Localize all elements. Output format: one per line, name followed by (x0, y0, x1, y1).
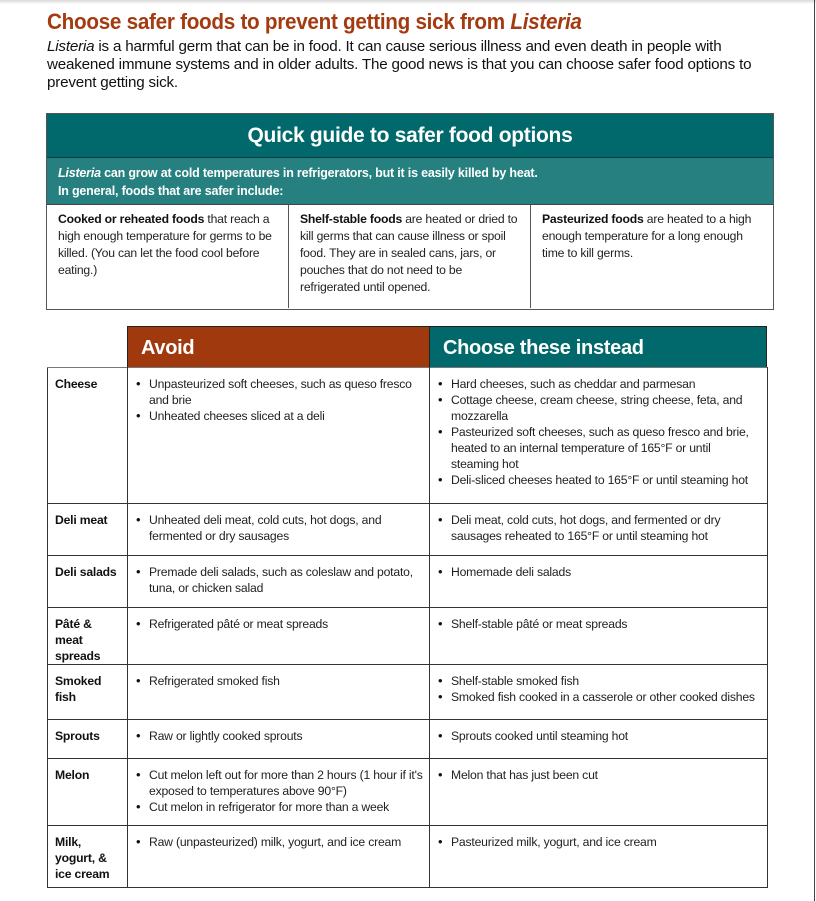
avoid-list-item: • Unheated cheeses sliced at a deli (134, 408, 423, 424)
intro-text: is a harmful germ that can be in food. It can cause serious illness and even death in people with weakened immune systems and in older adults. The good news is that you can choose safer food options to prevent getting sick. (47, 38, 752, 91)
intro-italic: Listeria (47, 38, 95, 55)
guide-column-text: are heated or dried to kill germs that can cause illness or spoil food. They are in sealed cans, jars, or pouches that do not need to be refrigerated until opened. (300, 212, 518, 294)
food-category: Smoked fish (48, 665, 128, 720)
title-rest: to prevent getting sick from (234, 9, 511, 34)
page-title (47, 9, 582, 35)
choose-cell (430, 665, 768, 720)
avoid-list (134, 512, 423, 544)
avoid-list (134, 376, 423, 424)
choose-list (436, 616, 761, 632)
choose-list (436, 834, 761, 850)
avoid-column-header: Avoid (127, 326, 429, 368)
choose-list-item: • Deli meat, cold cuts, hot dogs, and fermented or dry sausages reheated to 165°F or until steaming hot (436, 512, 761, 544)
choose-list (436, 673, 761, 705)
guide-column-heading: Shelf-stable foods (300, 212, 403, 226)
avoid-list (134, 673, 423, 689)
choose-cell (430, 826, 768, 888)
choose-column-header: Choose these instead (429, 326, 767, 368)
avoid-cell (128, 608, 430, 665)
avoid-cell (128, 759, 430, 826)
title-italic: Listeria (510, 9, 582, 34)
avoid-list (134, 728, 423, 744)
avoid-cell (128, 826, 430, 888)
food-category: Deli salads (48, 556, 128, 608)
table-row (48, 504, 768, 556)
choose-list-item: • Homemade deli salads (436, 564, 761, 580)
choose-list-item: • Shelf-stable smoked fish (436, 673, 761, 689)
choose-cell (430, 504, 768, 556)
choose-list (436, 564, 761, 580)
title-bold: Choose safer foods (47, 9, 235, 34)
food-category: Cheese (48, 368, 128, 504)
avoid-list-item: • Refrigerated pâté or meat spreads (134, 616, 423, 632)
choose-cell (430, 759, 768, 826)
choose-list-item: • Pasteurized milk, yogurt, and ice cream (436, 834, 761, 850)
choose-list-item: • Deli-sliced cheeses heated to 165°F or until steaming hot (436, 472, 761, 488)
page-right-edge (814, 0, 815, 901)
choose-cell (430, 556, 768, 608)
avoid-list-item: • Unpasteurized soft cheeses, such as queso fresco and brie (134, 376, 423, 408)
avoid-list (134, 564, 423, 596)
subtitle-italic: Listeria (58, 166, 101, 180)
avoid-list-item: • Cut melon in refrigerator for more than a week (134, 799, 423, 815)
avoid-cell (128, 665, 430, 720)
choose-list (436, 512, 761, 544)
quick-guide-subtitle (47, 158, 773, 205)
table-row (48, 720, 768, 759)
choose-list-item: • Hard cheeses, such as cheddar and parmesan (436, 376, 761, 392)
table-row (48, 826, 768, 888)
avoid-list (134, 616, 423, 632)
choose-list-item: • Cottage cheese, cream cheese, string cheese, feta, and mozzarella (436, 392, 761, 424)
food-comparison-table (47, 367, 768, 888)
quick-guide-columns (47, 205, 773, 308)
table-row (48, 368, 768, 504)
guide-column-heading: Cooked or reheated foods (58, 212, 205, 226)
quick-guide-title: Quick guide to safer food options (47, 114, 773, 158)
choose-list (436, 728, 761, 744)
choose-list-item: • Melon that has just been cut (436, 767, 761, 783)
choose-cell (430, 608, 768, 665)
guide-column-text: that reach a high enough temperature for germs to be killed. (You can let the food cool before eating.) (58, 212, 272, 277)
quick-guide-subtitle-line1 (58, 164, 762, 182)
avoid-cell (128, 556, 430, 608)
choose-list (436, 376, 761, 488)
avoid-list-item: • Raw or lightly cooked sprouts (134, 728, 423, 744)
table-row (48, 608, 768, 665)
food-category: Milk, yogurt, & ice cream (48, 826, 128, 888)
choose-list-item: • Smoked fish cooked in a casserole or other cooked dishes (436, 689, 761, 705)
avoid-list-item: • Unheated deli meat, cold cuts, hot dogs, and fermented or dry sausages (134, 512, 423, 544)
guide-column-shelf-stable (289, 205, 531, 308)
avoid-list-item: • Refrigerated smoked fish (134, 673, 423, 689)
choose-list-item: • Shelf-stable pâté or meat spreads (436, 616, 761, 632)
intro-paragraph (47, 38, 787, 92)
choose-list-item: • Pasteurized soft cheeses, such as queso fresco and brie, heated to an internal temperature of 165°F or until steaming hot (436, 424, 761, 472)
page-top-shadow (0, 0, 816, 4)
avoid-cell (128, 720, 430, 759)
food-table-body (48, 368, 768, 888)
subtitle-line1-text: can grow at cold temperatures in refrigerators, but it is easily killed by heat. (100, 166, 538, 180)
food-category: Pâté & meat spreads (48, 608, 128, 665)
quick-guide-box (46, 113, 774, 310)
guide-column-pasteurized (531, 205, 773, 308)
avoid-list-item: • Cut melon left out for more than 2 hours (1 hour if it's exposed to temperatures above 90°F) (134, 767, 423, 799)
food-category: Melon (48, 759, 128, 826)
avoid-list (134, 767, 423, 815)
avoid-list-item: • Premade deli salads, such as coleslaw and potato, tuna, or chicken salad (134, 564, 423, 596)
guide-column-text: are heated to a high enough temperature for a long enough time to kill germs. (542, 212, 752, 260)
avoid-cell (128, 504, 430, 556)
guide-column-heading: Pasteurized foods (542, 212, 644, 226)
choose-cell (430, 720, 768, 759)
avoid-list-item: • Raw (unpasteurized) milk, yogurt, and ice cream (134, 834, 423, 850)
food-category: Deli meat (48, 504, 128, 556)
choose-list-item: • Sprouts cooked until steaming hot (436, 728, 761, 744)
avoid-list (134, 834, 423, 850)
food-category: Sprouts (48, 720, 128, 759)
choose-list (436, 767, 761, 783)
choose-cell (430, 368, 768, 504)
guide-column-cooked (47, 205, 289, 308)
quick-guide-subtitle-line2: In general, foods that are safer include: (58, 184, 284, 198)
table-row (48, 556, 768, 608)
avoid-cell (128, 368, 430, 504)
table-row (48, 665, 768, 720)
table-row (48, 759, 768, 826)
